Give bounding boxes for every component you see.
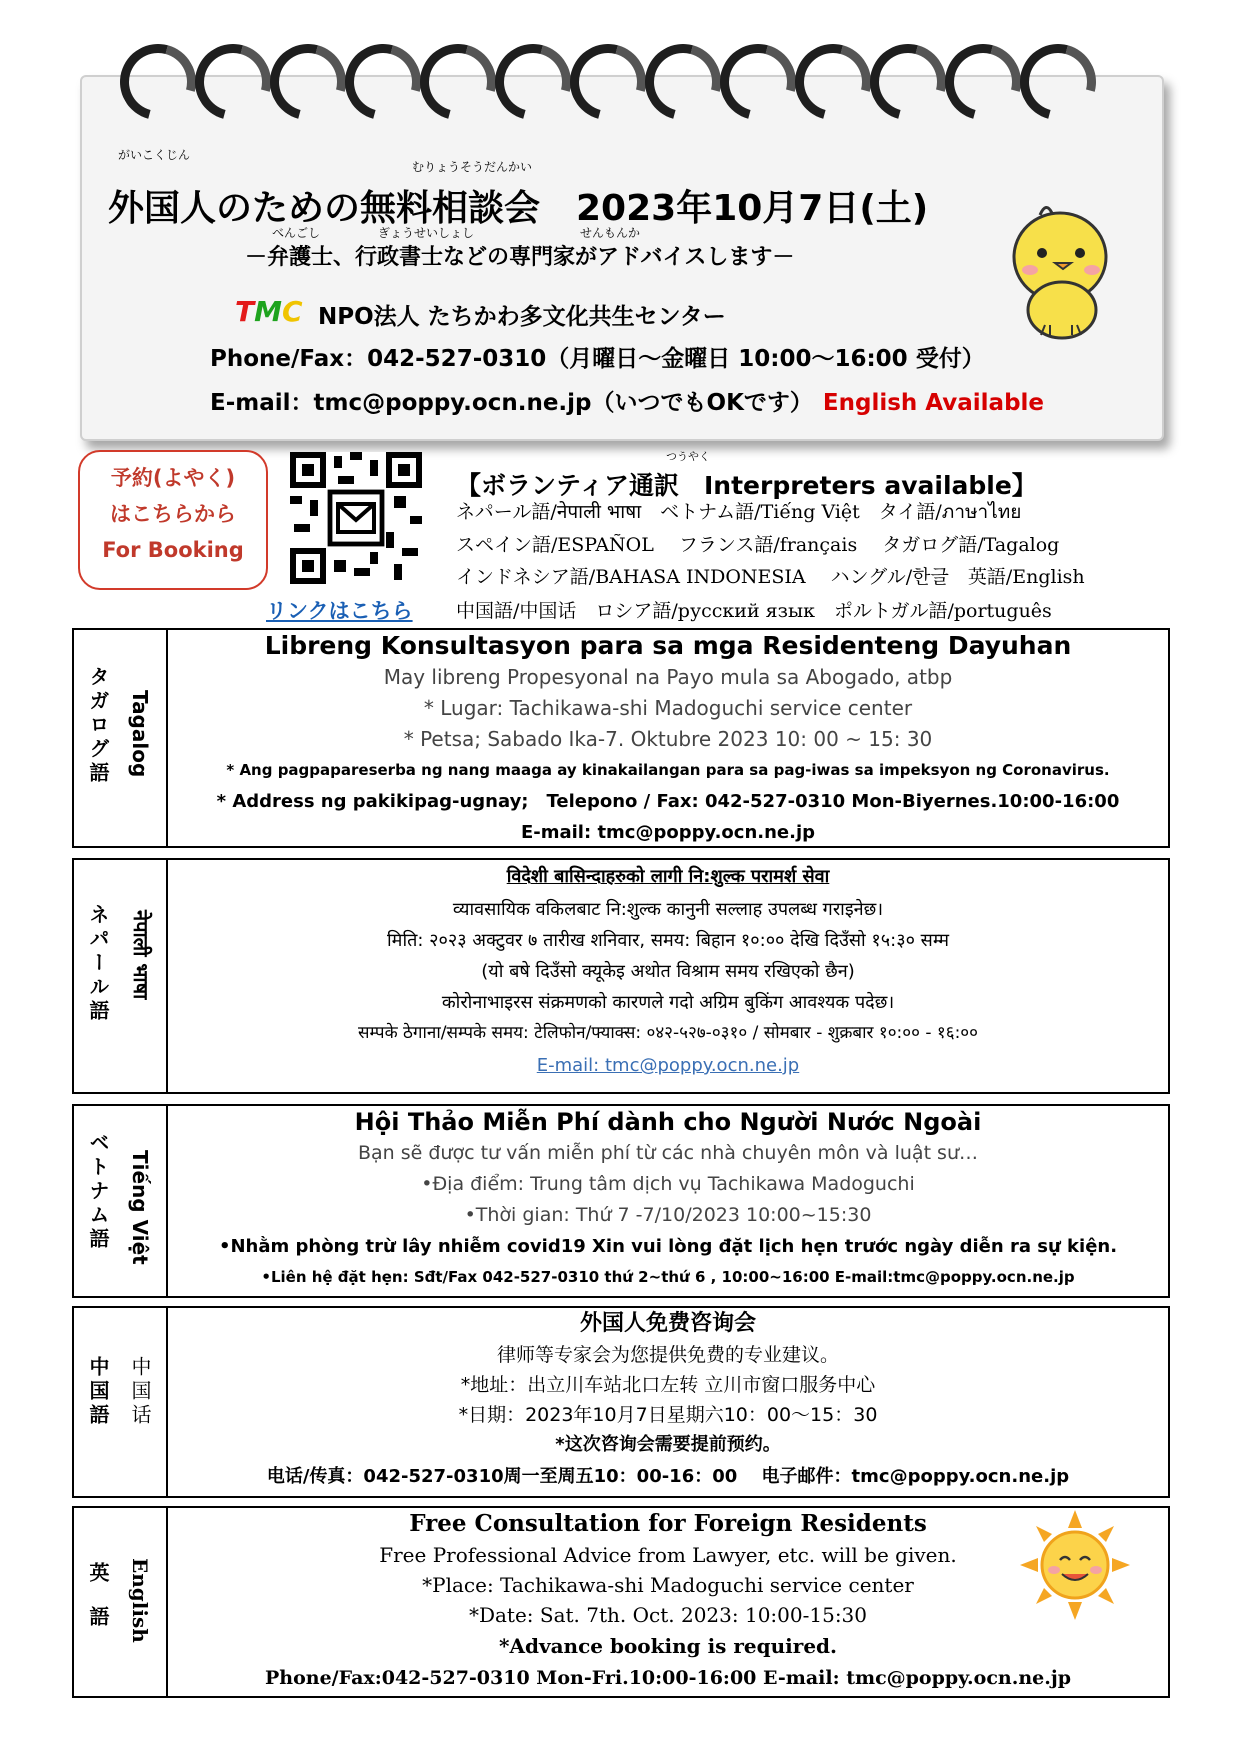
- org-name: NPO法人 たちかわ多文化共生センター: [318, 304, 726, 330]
- section-title: विदेशी बासिन्दाहरुको लागी नि:शुल्क परामर्श सेवा: [506, 866, 830, 887]
- side-label-jp: ネパール語: [86, 904, 110, 1024]
- booking-line-2: はこちらから: [110, 502, 236, 526]
- section-line: कोरोनाभाइरस संक्रमणको कारणले गदो अग्रिम बुकिंग आवश्यक पदेछ।: [441, 992, 895, 1013]
- section-label: [74, 630, 168, 846]
- section-notice: *Advance booking is required.: [499, 1634, 837, 1658]
- section-label: [74, 1308, 168, 1496]
- section-title: 外国人免费咨询会: [579, 1311, 756, 1336]
- section-content: [168, 630, 1168, 848]
- section-line: Free Professional Advice from Lawyer, etc. will be given.: [379, 1543, 957, 1567]
- section-line: (यो बषे दिउँसो क्यूकेइ अथोत विश्राम समय रखिएको छैन): [481, 961, 855, 982]
- section-chinese: [72, 1306, 1170, 1498]
- booking-line-3: For Booking: [102, 538, 244, 562]
- section-nepali: [72, 858, 1170, 1094]
- language-list-line: 中国語/中国话 ロシア語/русский язык ポルトガル語/português: [456, 600, 1052, 622]
- section-content: [168, 1106, 1168, 1293]
- section-line: Bạn sẽ được tư vấn miễn phí từ các nhà chuyên môn và luật sư…: [357, 1142, 979, 1164]
- section-contact: Phone/Fax:042-527-0310 Mon-Fri.10:00-16:00 E-mail: tmc@poppy.ocn.ne.jp: [265, 1667, 1071, 1689]
- qr-code-icon[interactable]: [290, 452, 422, 584]
- section-email: E-mail: tmc@poppy.ocn.ne.jp: [520, 822, 816, 843]
- section-line: *Date: Sat. 7th. Oct. 2023: 10:00-15:30: [468, 1603, 868, 1627]
- interpreters-furigana: つうやく: [666, 450, 710, 463]
- english-available: English Available: [822, 390, 1045, 416]
- section-label: [74, 860, 168, 1092]
- furigana-title-right: むりょうそうだんかい: [412, 160, 533, 174]
- section-line: * Petsa; Sabado Ika-7. Oktubre 2023 10: 00 ~ 15: 30: [403, 727, 933, 751]
- furigana-sub-3: せんもんか: [580, 226, 641, 240]
- side-label-native: English: [128, 1558, 152, 1643]
- booking-line-1: 予約(よやく): [110, 466, 236, 490]
- section-title: Libreng Konsultasyon para sa mga Residenteng Dayuhan: [264, 631, 1072, 660]
- booking-link[interactable]: リンクはこちら: [266, 599, 413, 623]
- section-line: *地址：出立川车站北口左转 立川市窗口服务中心: [460, 1374, 876, 1396]
- section-email[interactable]: E-mail: tmc@poppy.ocn.ne.jp: [536, 1055, 800, 1076]
- side-label-native: Tiếng Việt: [128, 1150, 152, 1265]
- email-line: [210, 384, 1044, 417]
- furigana-title-left: がいこくじん: [118, 148, 191, 162]
- tmc-logo: TMC: [235, 295, 303, 328]
- page-title: 外国人のための無料相談会 2023年10月7日(土): [108, 188, 929, 229]
- section-line: •Thời gian: Thứ 7 -7/10/2023 10:00~15:30: [464, 1204, 872, 1226]
- section-content: [168, 1308, 1168, 1494]
- section-line: 律师等专家会为您提供免费的专业建议。: [496, 1344, 839, 1366]
- section-tagalog: [72, 628, 1170, 848]
- subtitle: －弁護士、行政書士などの専門家がアドバイスします－: [245, 245, 795, 270]
- language-list-line: インドネシア語/BAHASA INDONESIA ハングル/한글 英語/English: [456, 566, 1085, 588]
- section-title: Free Consultation for Foreign Residents: [409, 1510, 927, 1537]
- booking-button[interactable]: [78, 450, 268, 590]
- section-english: [72, 1506, 1170, 1698]
- section-line: *日期：2023年10月7日星期六10：00～15：30: [458, 1404, 878, 1426]
- section-label: [74, 1508, 168, 1696]
- section-content: [168, 860, 1168, 1083]
- sun-icon: [1020, 1510, 1130, 1620]
- side-label-jp: 英語: [86, 1562, 110, 1650]
- section-vietnamese: [72, 1104, 1170, 1298]
- language-list-line: スペイン語/ESPAÑOL フランス語/français タガログ語/Tagalog: [456, 534, 1060, 556]
- language-list-line: ネパール語/नेपाली भाषा ベトナム語/Tiếng Việt タイ語/ภาษาไทย: [456, 501, 1022, 523]
- side-label-jp: タガログ語: [86, 666, 110, 786]
- furigana-sub-2: ぎょうせいしょし: [378, 226, 475, 240]
- phone-line: Phone/Fax：042-527-0310（月曜日～金曜日 10:00～16:00 受付）: [210, 346, 985, 372]
- side-label-jp: 中国語: [86, 1356, 110, 1428]
- section-title: Hội Thảo Miễn Phí dành cho Người Nước Ngoài: [354, 1108, 982, 1136]
- section-label: [74, 1106, 168, 1296]
- section-content: [168, 1508, 1168, 1694]
- section-notice: *这次咨询会需要提前预约。: [555, 1434, 781, 1455]
- section-contact: •Liên hệ đặt hẹn: Sđt/Fax 042-527-0310 thứ 2~thứ 6 , 10:00~16:00 E-mail:tmc@poppy.ocn.ne.jp: [261, 1268, 1075, 1286]
- section-line: *Place: Tachikawa-shi Madoguchi service center: [422, 1573, 914, 1597]
- side-label-jp: ベトナム語: [86, 1132, 110, 1252]
- spiral-binding: [120, 44, 1120, 114]
- chick-icon: [1000, 195, 1120, 345]
- section-line: सम्पके ठेगाना/सम्पके समय: टेलिफोन/फ्याक्स: ०४२-५२७-०३१० / सोमबार - शुक्रबार १०:०० - १६:००: [358, 1023, 978, 1043]
- interpreters-title: 【ボランティア通訳 Interpreters available】: [456, 471, 1037, 500]
- furigana-sub-1: べんごし: [272, 226, 321, 240]
- section-line: * Lugar: Tachikawa-shi Madoguchi service center: [423, 696, 913, 720]
- side-label-native: नेपाली भाषा: [129, 910, 153, 1000]
- side-label-native: Tagalog: [128, 690, 152, 778]
- section-line: मिति: २०२३ अक्टुवर ७ तारीख शनिवार, समय: बिहान १०:०० देखि दिउँसो १५:३० सम्म: [387, 930, 949, 951]
- section-notice: * Ang pagpapareserba ng nang maaga ay kinakailangan para sa pag-iwas sa impeksyon ng Coronavirus.: [226, 761, 1110, 779]
- email-text: E-mail：tmc@poppy.ocn.ne.jp（いつでもOKです）: [210, 390, 813, 416]
- side-label-native: 中国话: [128, 1356, 152, 1428]
- section-line: व्यावसायिक वकिलबाट नि:शुल्क कानुनी सल्लाह उपलब्ध गराइनेछ।: [452, 899, 884, 920]
- section-contact: 电话/传真：042-527-0310周一至周五10：00-16：00 电子邮件：tmc@poppy.ocn.ne.jp: [266, 1466, 1070, 1487]
- section-line: •Địa điểm: Trung tâm dịch vụ Tachikawa Madoguchi: [421, 1173, 915, 1195]
- section-contact: * Address ng pakikipag-ugnay; Telepono / Fax: 042-527-0310 Mon-Biyernes.10:00-16:00: [216, 791, 1120, 812]
- section-line: May libreng Propesyonal na Payo mula sa Abogado, atbp: [383, 665, 953, 689]
- section-notice: •Nhằm phòng trừ lây nhiễm covid19 Xin vui lòng đặt lịch hẹn trước ngày diễn ra sự kiện.: [218, 1236, 1118, 1257]
